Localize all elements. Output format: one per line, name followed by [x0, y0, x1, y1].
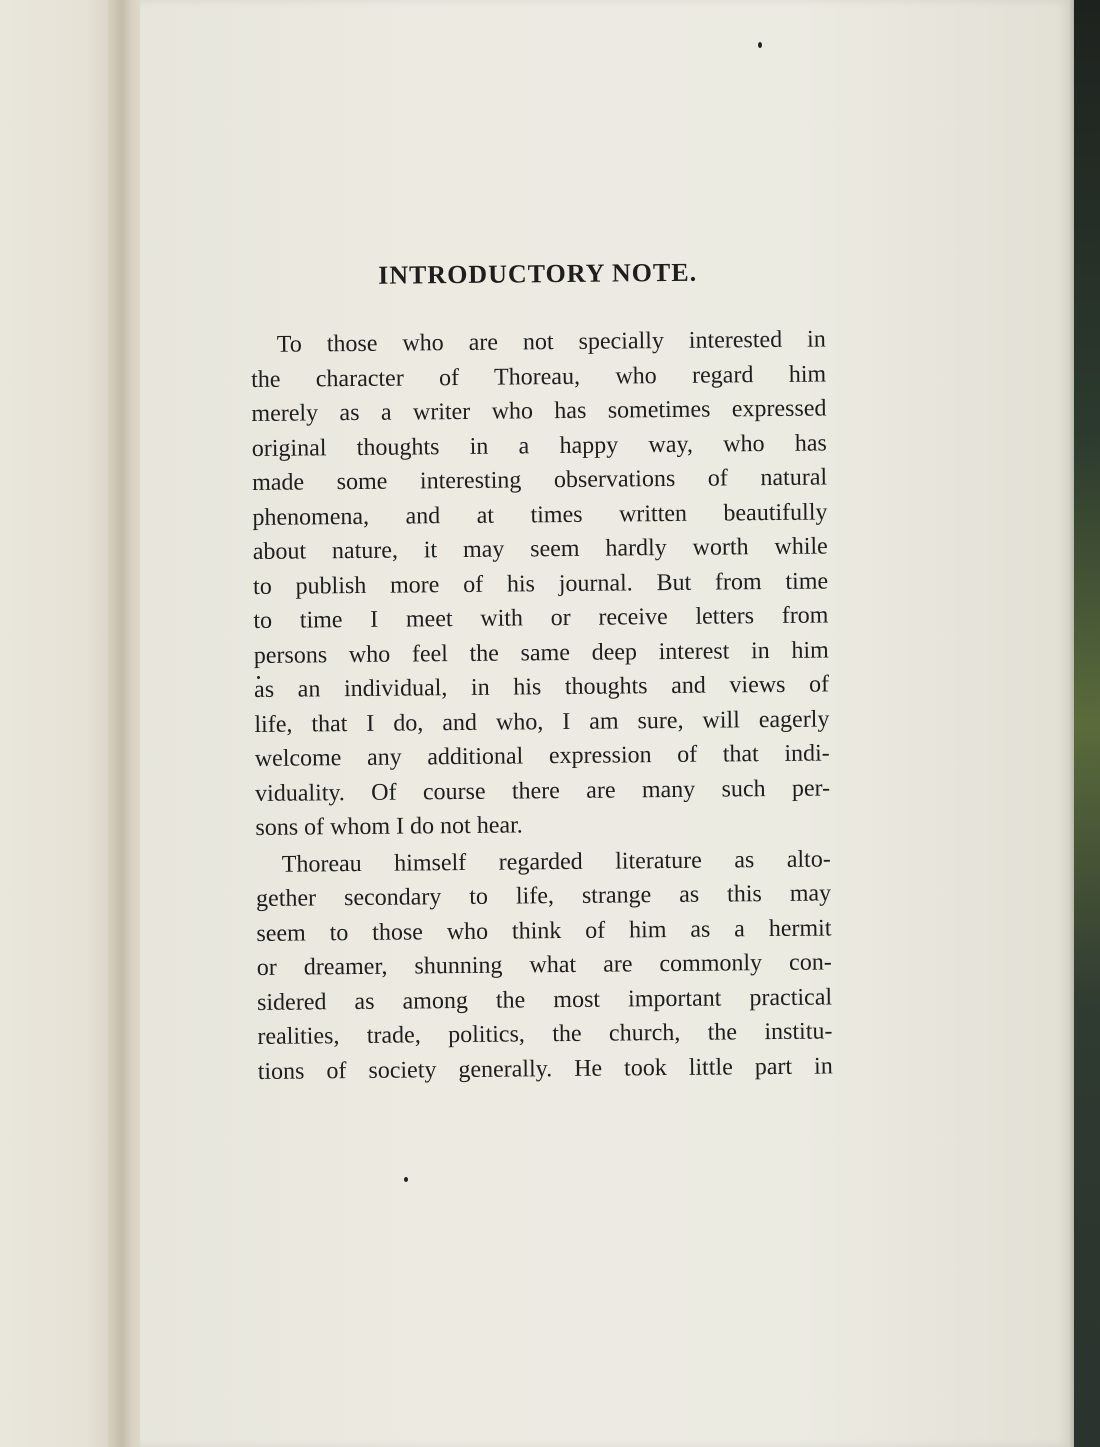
text-line: made some interesting observations of natural — [251, 464, 828, 496]
ink-speck — [404, 1177, 408, 1182]
text-line: about nature, it may seem hardly worth while — [252, 533, 828, 565]
page-text — [250, 256, 833, 1088]
paragraph-1 — [251, 322, 831, 845]
page-edge — [1068, 0, 1074, 1447]
text-line: original thoughts in a happy way, who has — [251, 429, 827, 462]
text-line: life, that I do, and who, I am sure, will eagerly — [254, 705, 830, 738]
text-line: viduality. Of course there are many such per- — [254, 774, 831, 807]
text-line: merely as a writer who has sometimes expressed — [251, 395, 827, 427]
text-line: welcome any additional expression of that indi- — [254, 740, 830, 772]
text-line: To those who are not specially interested in — [276, 326, 826, 358]
text-line: Thoreau himself regarded literature as alto- — [281, 845, 831, 878]
text-line: persons who feel the same deep interest in him — [253, 636, 829, 669]
text-line: sidered as among the most important practical — [256, 983, 833, 1016]
text-line: to publish more of his journal. But from time — [252, 567, 829, 600]
text-line: as an individual, in his thoughts and views of — [253, 671, 830, 703]
text-line: sons of whom I do not hear. — [255, 812, 523, 841]
text-line: phenomena, and at times written beautifully — [252, 498, 828, 531]
paragraph-2 — [256, 842, 833, 1089]
text-line: or dreamer, shunning what are commonly con- — [256, 949, 832, 981]
text-line: the character of Thoreau, who regard him — [251, 360, 827, 393]
text-line: to time I meet with or receive letters from — [253, 602, 829, 634]
text-line: seem to those who think of him as a hermit — [256, 914, 832, 947]
text-line: realities, trade, politics, the church, the institu- — [257, 1018, 833, 1050]
ink-speck — [758, 42, 762, 48]
page-title: INTRODUCTORY NOTE. — [377, 257, 698, 290]
left-page-edge — [0, 0, 122, 1447]
text-line: gether secondary to life, strange as this may — [255, 880, 832, 912]
text-line: tions of society generally. He took little part in — [257, 1052, 833, 1085]
